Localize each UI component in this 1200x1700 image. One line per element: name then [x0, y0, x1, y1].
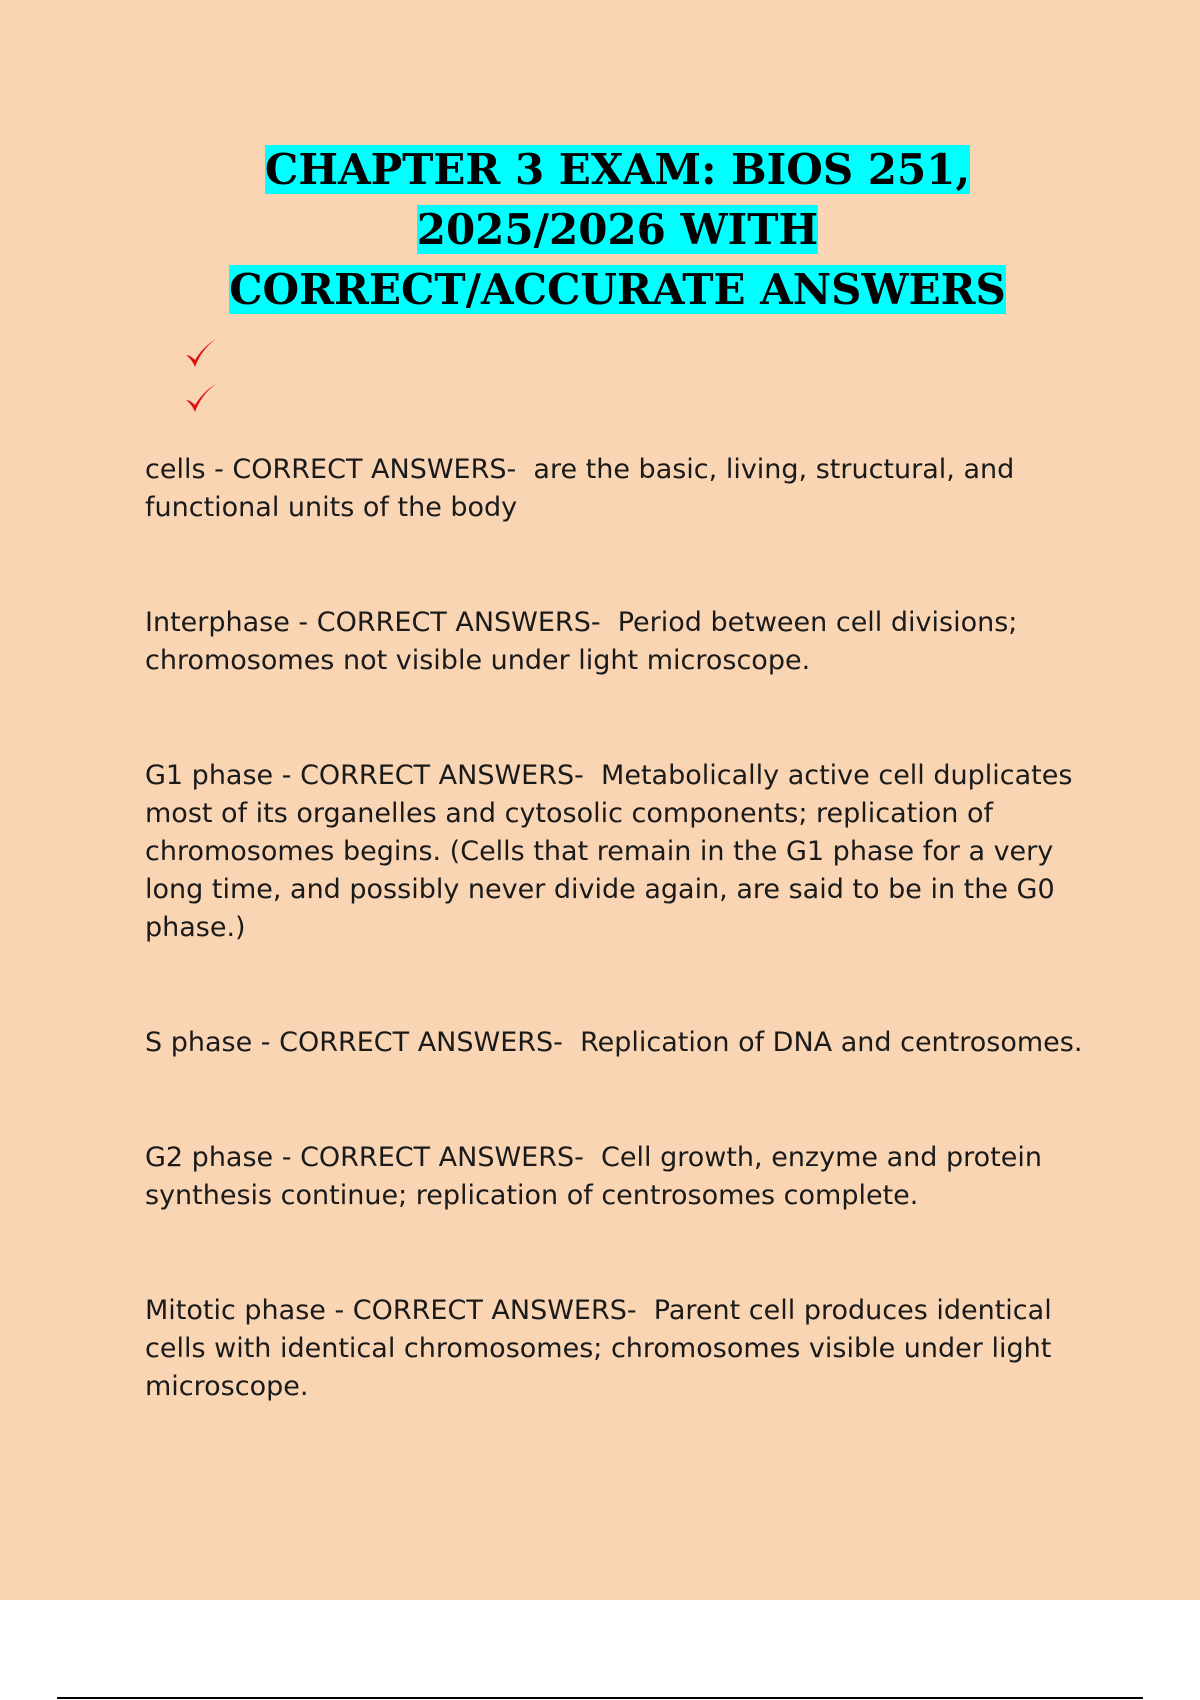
checkmark-list — [180, 334, 240, 424]
title-line-3: CORRECT/ACCURATE ANSWERS — [229, 265, 1006, 314]
answer-entry: G2 phase - CORRECT ANSWERS- Cell growth, enzyme and protein synthesis continue; replication of centrosomes complete. — [145, 1142, 1051, 1211]
answer-entry: S phase - CORRECT ANSWERS- Replication of DNA and centrosomes. — [145, 1027, 1083, 1058]
answer-entry: Interphase - CORRECT ANSWERS- Period between cell divisions; chromosomes not visible under light microscope. — [145, 607, 1026, 676]
answer-entry: cells - CORRECT ANSWERS- are the basic, living, structural, and functional units of the body — [145, 454, 1023, 523]
document-title — [80, 140, 1155, 320]
footer-divider — [57, 1697, 1143, 1699]
answer-entry: Mitotic phase - CORRECT ANSWERS- Parent cell produces identical cells with identical chromosomes; chromosomes visible under light microscope. — [145, 1295, 1061, 1402]
title-line-1: CHAPTER 3 EXAM: BIOS 251, — [264, 145, 971, 194]
checkmark-icon — [180, 379, 240, 424]
answer-list — [145, 451, 1105, 1483]
answer-entry: G1 phase - CORRECT ANSWERS- Metabolically active cell duplicates most of its organelles and cytosolic components; replication of chromosomes begins. (Cells that remain in the G1 phase for a very long time, and possibly never divide again, are said to be in the G0 phase.) — [145, 760, 1082, 943]
title-line-2: 2025/2026 WITH — [416, 205, 819, 254]
checkmark-icon — [180, 334, 240, 379]
